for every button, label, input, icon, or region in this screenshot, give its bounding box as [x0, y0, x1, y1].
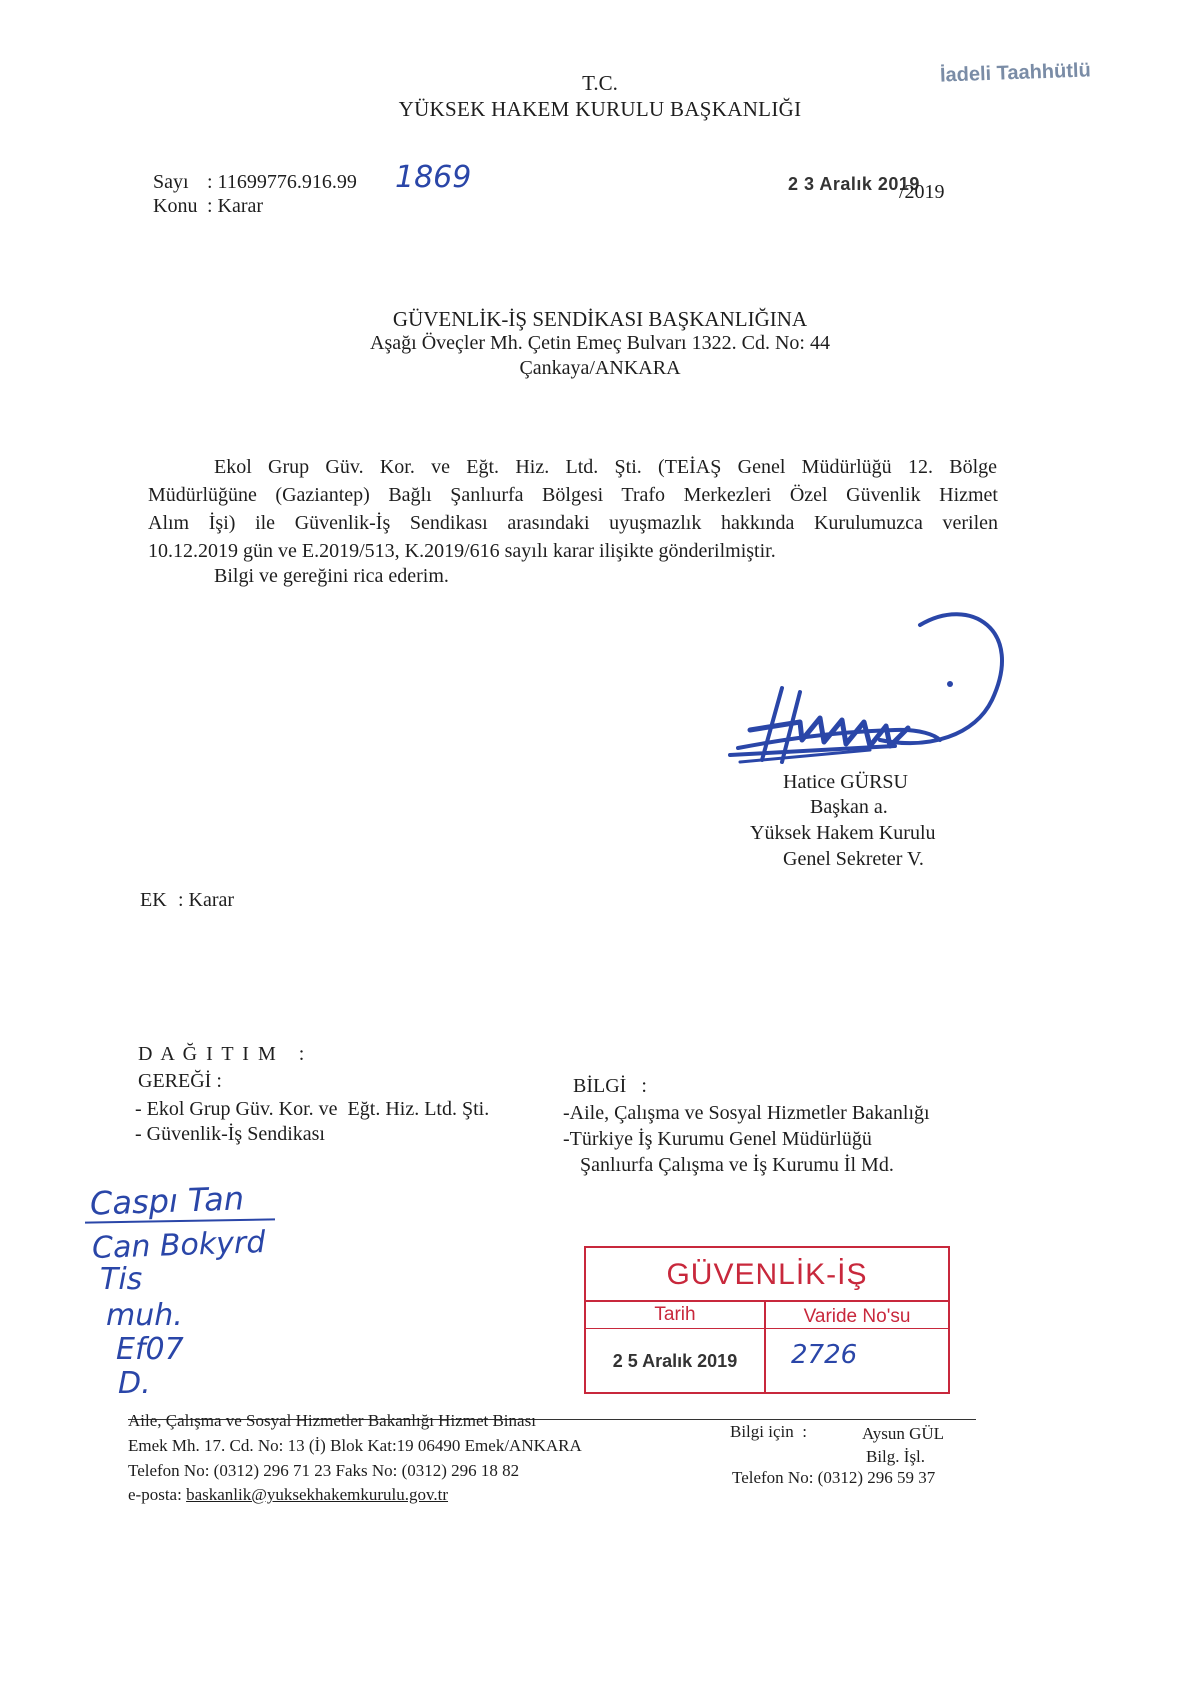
bilgi-item-3: Şanlıurfa Çalışma ve İş Kurumu İl Md.	[580, 1154, 894, 1176]
footer-info-name: Aysun GÜL	[862, 1424, 945, 1443]
handwritten-note-1: Caspı Tan	[89, 1179, 245, 1223]
signer-title-1: Başkan a.	[810, 796, 888, 818]
registered-mail-stamp: İadeli Taahhütlü	[939, 59, 1092, 87]
footer-address-1: Aile, Çalışma ve Sosyal Hizmetler Bakanlığı Hizmet Binası	[128, 1411, 536, 1430]
signer-title-3: Genel Sekreter V.	[783, 848, 924, 870]
konu-value: : Karar	[207, 195, 264, 217]
handwritten-note-4: muh.	[106, 1298, 183, 1333]
recipient-address-1: Aşağı Öveçler Mh. Çetin Emeç Bulvarı 1322. Cd. No: 44	[370, 332, 830, 354]
body-line-5: Bilgi ve gereğini rica ederim.	[214, 565, 449, 587]
handwritten-note-6: D.	[118, 1366, 151, 1401]
stamp-number: 2726	[791, 1340, 858, 1370]
stamp-col1-header: Tarih	[654, 1304, 696, 1325]
date-stamp: 2 3 Aralık 2019	[788, 174, 920, 194]
date-suffix: /2019	[899, 181, 945, 203]
stamp-title: GÜVENLİK-İŞ	[666, 1258, 868, 1291]
body-line-1: Ekol Grup Güv. Kor. ve Eğt. Hiz. Ltd. Şti. (TEİAŞ Genel Müdürlüğü 12. Bölge	[214, 456, 997, 478]
konu-label: Konu	[153, 195, 198, 217]
footer-address-2: Emek Mh. 17. Cd. No: 13 (İ) Blok Kat:19 06490 Emek/ANKARA	[128, 1436, 582, 1455]
sayi-value: : 11699776.916.99	[207, 171, 357, 193]
footer-email-line	[128, 1485, 448, 1505]
bilgi-item-2: -Türkiye İş Kurumu Genel Müdürlüğü	[563, 1128, 872, 1150]
received-stamp	[584, 1246, 950, 1394]
sayi-label: Sayı	[153, 171, 189, 193]
recipient-address-2: Çankaya/ANKARA	[519, 357, 681, 379]
recipient-name: GÜVENLİK-İŞ SENDİKASI BAŞKANLIĞINA	[392, 307, 808, 331]
signature-mark	[720, 600, 1020, 780]
stamp-header-line	[586, 1328, 948, 1329]
gerekli-item-1: - Ekol Grup Güv. Kor. ve Eğt. Hiz. Ltd. Şti.	[135, 1098, 490, 1120]
body-line-2: Müdürlüğüne (Gaziantep) Bağlı Şanlıurfa Bölgesi Trafo Merkezleri Özel Güvenlik Hizmet	[148, 484, 998, 506]
bilgi-item-1: -Aile, Çalışma ve Sosyal Hizmetler Bakanlığı	[563, 1102, 930, 1124]
body-line-4: 10.12.2019 gün ve E.2019/513, K.2019/616 sayılı karar ilişikte gönderilmiştir.	[148, 540, 776, 562]
gerekli-item-2: - Güvenlik-İş Sendikası	[135, 1123, 325, 1145]
stamp-date: 2 5 Aralık 2019	[612, 1351, 738, 1371]
attachment-label: EK	[140, 889, 167, 911]
body-line-3: Alım İşi) ile Güvenlik-İş Sendikası arasındaki uyuşmazlık hakkında Kurulumuzca verilen	[148, 512, 998, 534]
footer-phone-fax: Telefon No: (0312) 296 71 23 Faks No: (0312) 296 18 82	[128, 1461, 520, 1480]
footer-info-label: Bilgi için :	[730, 1422, 807, 1441]
attachment-value: : Karar	[178, 889, 235, 911]
footer-email-link[interactable]: baskanlik@yuksekhakemkurulu.gov.tr	[186, 1485, 449, 1504]
footer-email-label: e-posta:	[128, 1485, 187, 1504]
handwritten-note-3: Tis	[100, 1262, 143, 1297]
footer-info-phone: Telefon No: (0312) 296 59 37	[732, 1468, 936, 1487]
stamp-divider	[586, 1300, 948, 1302]
signer-name: Hatice GÜRSU	[783, 771, 908, 793]
header-tc: T.C.	[582, 71, 618, 95]
sayi-handwritten: 1869	[395, 160, 472, 195]
distribution-title: D A Ğ I T I M :	[138, 1043, 307, 1065]
stamp-col2-header: Varide No'su	[803, 1306, 911, 1327]
institution-title: YÜKSEK HAKEM KURULU BAŞKANLIĞI	[398, 97, 802, 121]
footer-info-title: Bilg. İşl.	[866, 1447, 926, 1466]
handwritten-note-2: Can Bokyrd	[91, 1224, 266, 1267]
bilgi-label: BİLGİ :	[573, 1075, 647, 1097]
handwritten-note-5: Ef07	[116, 1332, 184, 1367]
gerekli-label: GEREĞİ :	[138, 1070, 222, 1092]
signer-title-2: Yüksek Hakem Kurulu	[750, 822, 936, 844]
